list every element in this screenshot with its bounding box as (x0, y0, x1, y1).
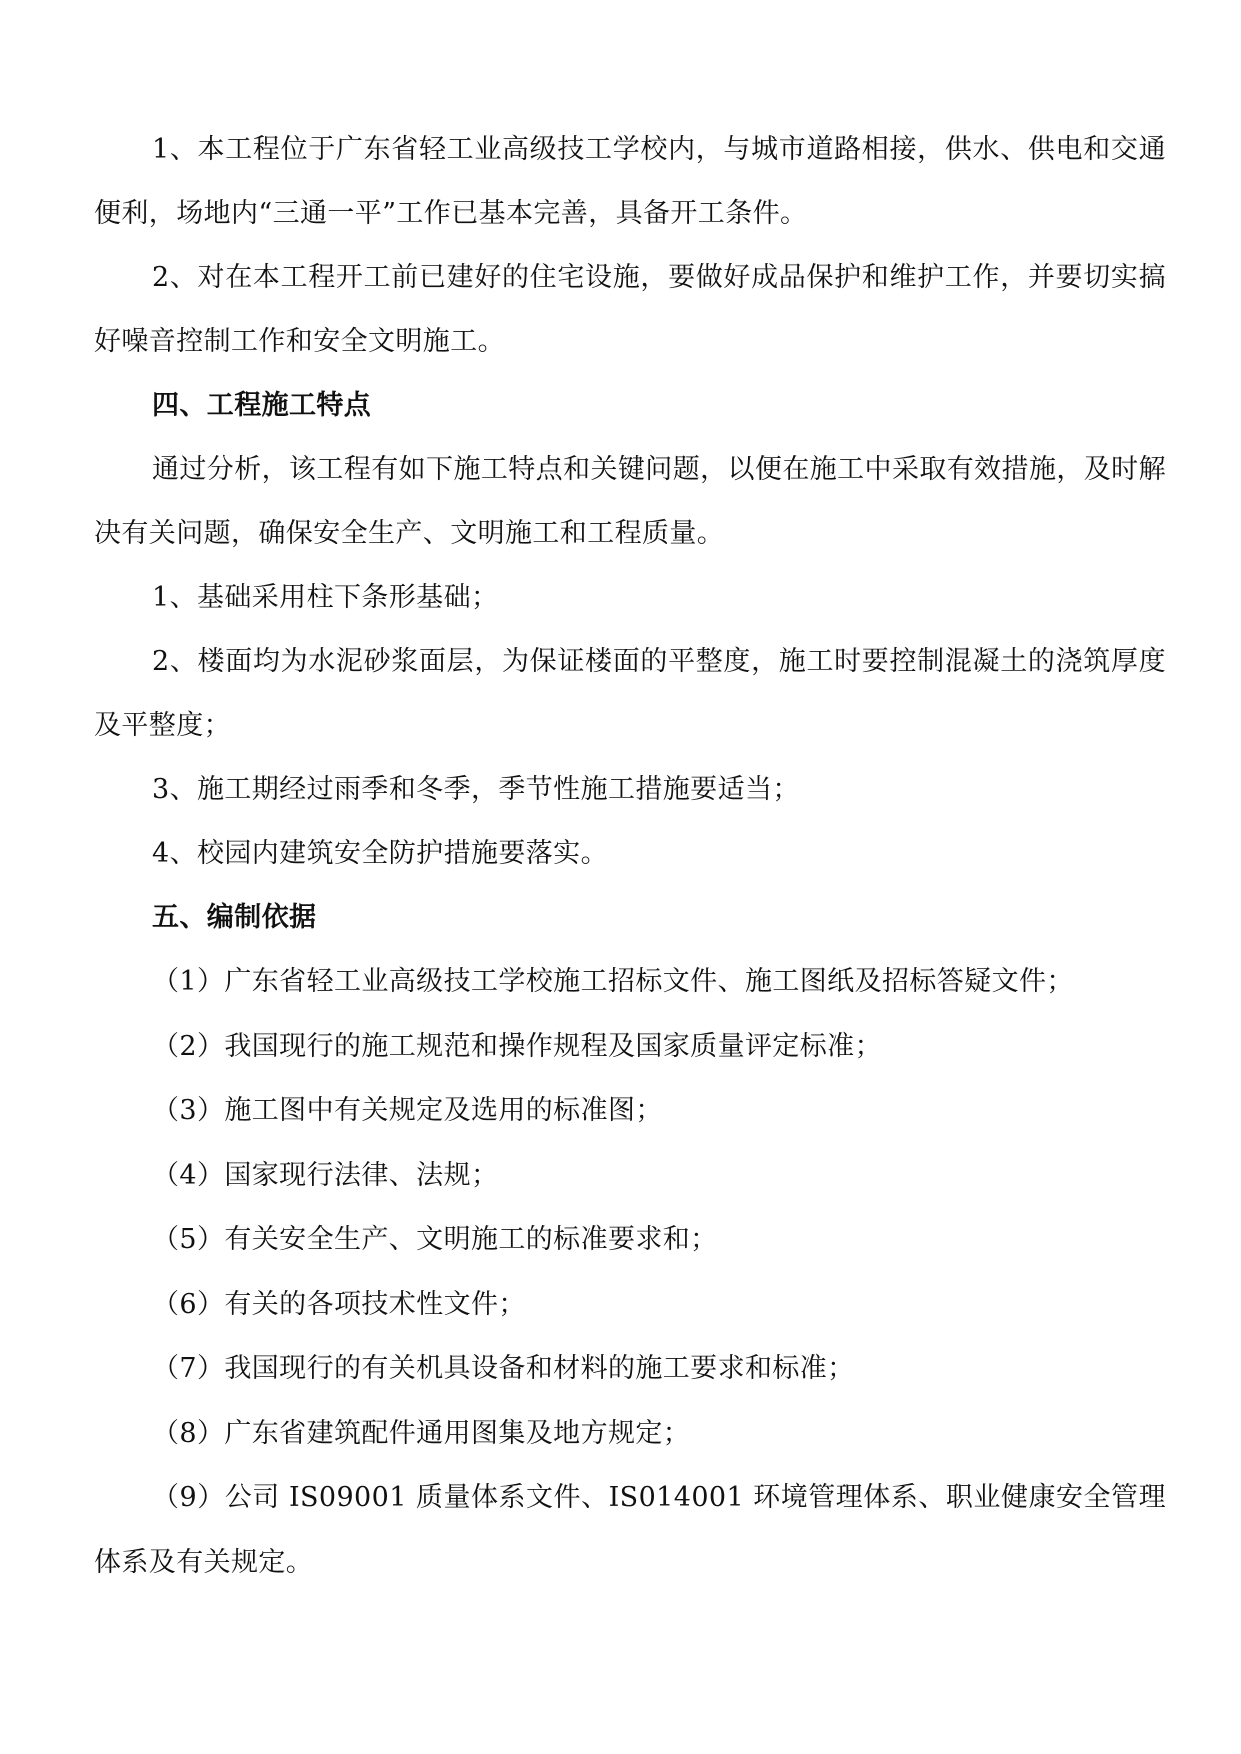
section-4-item-3: 3、施工期经过雨季和冬季，季节性施工措施要适当； (152, 774, 800, 805)
basis-item-9: （9）公司 IS09001 质量体系文件、IS014001 环境管理体系、职业健康安全管理体系及有关规定。 (94, 1482, 1166, 1578)
basis-item-6: （6）有关的各项技术性文件； (152, 1288, 526, 1320)
basis-item-3: （3）施工图中有关规定及选用的标准图； (152, 1095, 663, 1126)
site-paragraph-2: 2、对在本工程开工前已建好的住宅设施，要做好成品保护和维护工作，并要切实搞好噪音控制工作和安全文明施工。 (94, 262, 1166, 357)
site-paragraph-1: 1、本工程位于广东省轻工业高级技工学校内，与城市道路相接，供水、供电和交通便利，场地内“三通一平”工作已基本完善，具备开工条件。 (94, 134, 1166, 229)
basis-item-2: （2）我国现行的施工规范和操作规程及国家质量评定标准； (152, 1030, 882, 1062)
section-5-heading: 五、编制依据 (152, 902, 317, 933)
section-4-heading: 四、工程施工特点 (152, 390, 372, 421)
basis-item-4: （4）国家现行法律、法规； (152, 1159, 499, 1191)
section-4-item-4: 4、校园内建筑安全防护措施要落实。 (152, 838, 608, 869)
document-page (94, 118, 1166, 1595)
basis-item-1: （1）广东省轻工业高级技工学校施工招标文件、施工图纸及招标答疑文件； (152, 966, 1074, 997)
basis-item-5: （5）有关安全生产、文明施工的标准要求和； (152, 1224, 718, 1255)
basis-item-7: （7）我国现行的有关机具设备和材料的施工要求和标准； (152, 1353, 855, 1384)
section-4-item-1: 1、基础采用柱下条形基础； (152, 582, 499, 613)
section-4-item-2: 2、楼面均为水泥砂浆面层，为保证楼面的平整度，施工时要控制混凝土的浇筑厚度及平整度； (94, 646, 1166, 741)
basis-item-8: （8）广东省建筑配件通用图集及地方规定； (152, 1417, 691, 1449)
section-4-intro: 通过分析，该工程有如下施工特点和关键问题，以便在施工中采取有效措施，及时解决有关问题，确保安全生产、文明施工和工程质量。 (94, 454, 1166, 549)
